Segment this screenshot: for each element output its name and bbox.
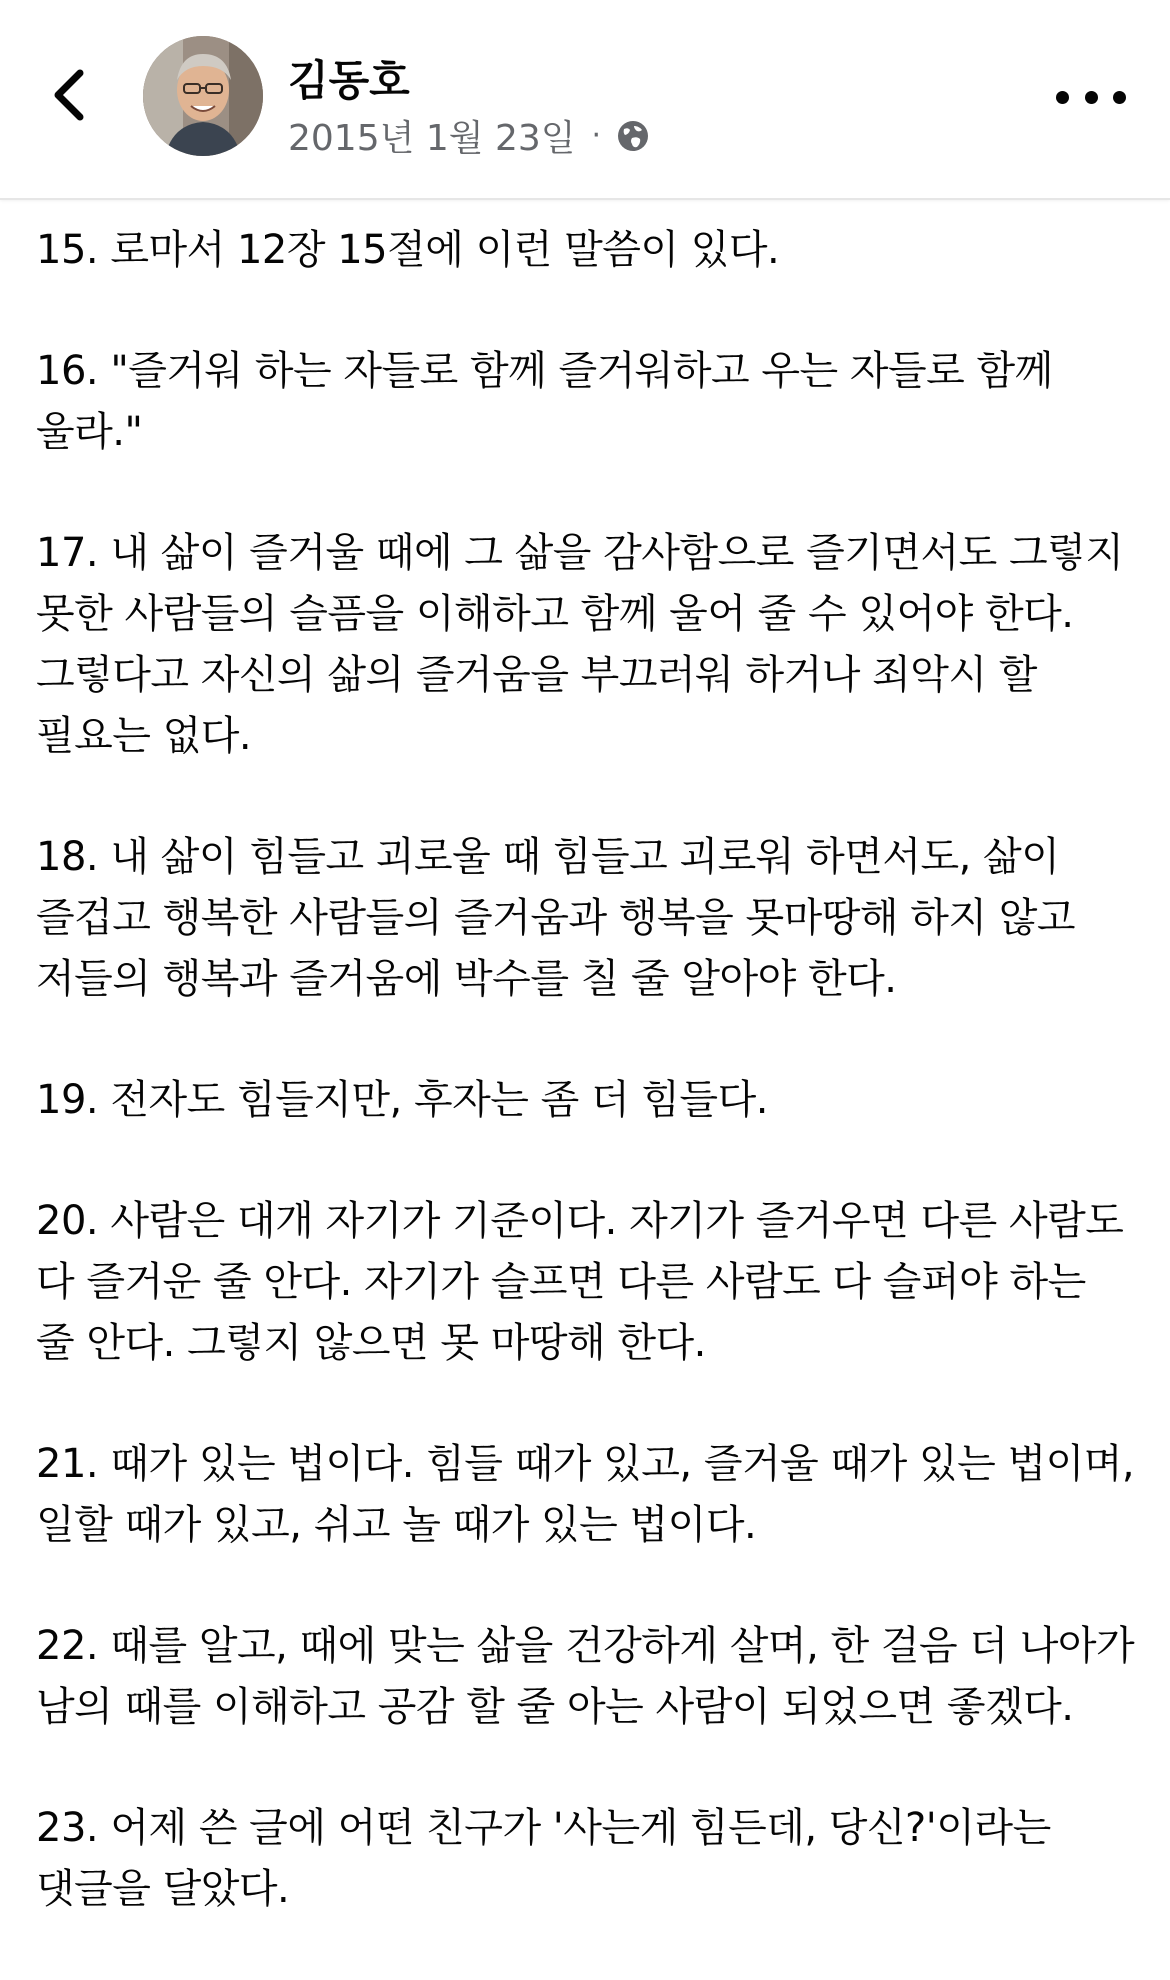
profile-photo [143,36,263,156]
post-meta [288,110,651,161]
post-paragraph: 18. 내 삶이 힘들고 괴로울 때 힘들고 괴로워 하면서도, 삶이 즐겁고 행복한 사람들의 즐거움과 행복을 못마땅해 하지 않고 저들의 행복과 즐거움에 박수를 칠 줄 알아야 한다. [36,834,1076,1002]
globe-icon [615,118,651,154]
post-paragraph: 23. 어제 쓴 글에 어떤 친구가 '사는게 힘든데, 당신?'이라는 댓글을 달았다. [36,1805,1051,1912]
post-header [0,0,1170,200]
more-options-dot [1113,91,1126,104]
more-options-button[interactable] [1056,72,1126,122]
post-paragraph: 20. 사람은 대개 자기가 기준이다. 자기가 즐거우면 다른 사람도 다 즐거운 줄 안다. 자기가 슬프면 다른 사람도 다 슬퍼야 하는 줄 안다. 그렇지 않으면 못 마땅해 한다. [36,1198,1124,1366]
back-button[interactable] [40,55,100,135]
author-name[interactable]: 김동호 [288,56,410,105]
post-paragraph: 19. 전자도 힘들지만, 후자는 좀 더 힘들다. [36,1077,768,1123]
post-paragraph: 15. 로마서 12장 15절에 이런 말씀이 있다. [36,227,780,273]
meta-separator: · [591,118,602,153]
avatar[interactable] [143,36,263,156]
more-options-icon [1056,91,1069,104]
post-text [36,220,1136,1980]
post-paragraph: 21. 때가 있는 법이다. 힘들 때가 있고, 즐거울 때가 있는 법이며, 일할 때가 있고, 쉬고 놀 때가 있는 법이다. [36,1441,1135,1548]
post-date[interactable]: 2015년 1월 23일 [288,118,576,159]
more-options-dot [1085,91,1098,104]
chevron-left-icon [50,67,90,123]
post-paragraph: 16. "즐거워 하는 자들로 함께 즐거워하고 우는 자들로 함께 울라." [36,348,1053,455]
post-paragraph: 22. 때를 알고, 때에 맞는 삶을 건강하게 살며, 한 걸음 더 나아가 남의 때를 이해하고 공감 할 줄 아는 사람이 되었으면 좋겠다. [36,1623,1135,1730]
post-paragraph: 17. 내 삶이 즐거울 때에 그 삶을 감사함으로 즐기면서도 그렇지 못한 사람들의 슬픔을 이해하고 함께 울어 줄 수 있어야 한다. 그렇다고 자신의 삶의 즐거움을 부끄러워 하거나 죄악시 할 필요는 없다. [36,530,1124,759]
